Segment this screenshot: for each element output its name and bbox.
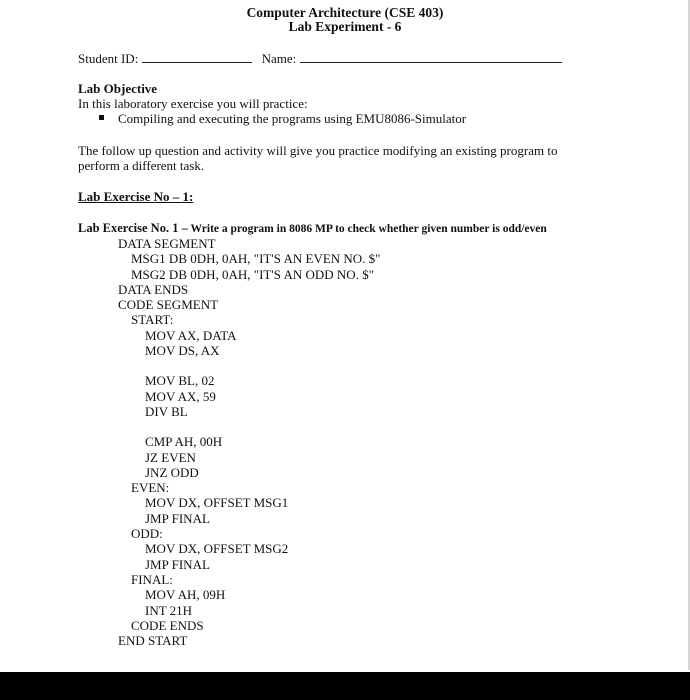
bullet-marker bbox=[99, 115, 104, 120]
code-line: CODE ENDS bbox=[131, 617, 204, 633]
student-id-blank bbox=[142, 50, 252, 63]
code-line: JNZ ODD bbox=[145, 464, 199, 480]
code-line: DATA ENDS bbox=[118, 281, 189, 297]
code-line: DATA SEGMENT bbox=[118, 236, 216, 251]
code-line: MOV AX, 59 bbox=[145, 388, 216, 404]
code-blank-line bbox=[118, 419, 381, 434]
exercise-heading: Lab Exercise No – 1: bbox=[78, 189, 194, 204]
code-listing bbox=[118, 236, 381, 648]
code-label: EVEN: bbox=[131, 480, 170, 496]
code-line: INT 21H bbox=[145, 602, 193, 618]
code-line: JZ EVEN bbox=[145, 449, 196, 465]
followup-line-2: perform a different task. bbox=[78, 158, 205, 173]
course-title: Computer Architecture (CSE 403) bbox=[246, 5, 444, 20]
student-id-label: Student ID: bbox=[78, 51, 139, 66]
exercise-title-text: Write a program in 8086 MP to check whether given number is odd/even bbox=[187, 223, 547, 235]
name-blank bbox=[300, 50, 562, 63]
code-line: MOV DX, OFFSET MSG1 bbox=[145, 495, 289, 511]
code-label: FINAL: bbox=[131, 571, 173, 587]
code-line: MSG1 DB 0DH, 0AH, "IT'S AN EVEN NO. $" bbox=[131, 251, 381, 267]
code-line: MOV BL, 02 bbox=[145, 373, 215, 389]
code-label: START: bbox=[131, 312, 174, 328]
exercise-title bbox=[78, 220, 547, 237]
experiment-title: Lab Experiment - 6 bbox=[288, 19, 402, 34]
name-label: Name: bbox=[261, 51, 297, 66]
code-line: DIV BL bbox=[145, 403, 188, 419]
code-line: CMP AH, 00H bbox=[145, 434, 223, 450]
objective-intro: In this laboratory exercise you will practice: bbox=[78, 96, 308, 111]
code-label: ODD: bbox=[131, 526, 163, 542]
code-line: MSG2 DB 0DH, 0AH, "IT'S AN ODD NO. $" bbox=[131, 266, 374, 282]
code-line: END START bbox=[118, 633, 188, 649]
code-line: JMP FINAL bbox=[145, 510, 210, 526]
objective-heading: Lab Objective bbox=[78, 81, 158, 96]
exercise-title-prefix: Lab Exercise No. 1 – bbox=[78, 221, 188, 235]
followup-line-1: The follow up question and activity will give you practice modifying an existing program to bbox=[78, 143, 558, 158]
code-line: CODE SEGMENT bbox=[118, 297, 219, 313]
code-blank-line bbox=[118, 358, 381, 373]
code-line: MOV DS, AX bbox=[145, 343, 220, 359]
objective-bullet-text: Compiling and executing the programs using EMU8086-Simulator bbox=[118, 111, 467, 126]
code-line: MOV AX, DATA bbox=[145, 327, 237, 343]
code-line: MOV AH, 09H bbox=[145, 587, 226, 603]
code-line: MOV DX, OFFSET MSG2 bbox=[145, 541, 289, 557]
student-info-row bbox=[78, 50, 562, 67]
bottom-bar bbox=[0, 672, 690, 700]
code-line: JMP FINAL bbox=[145, 556, 210, 572]
